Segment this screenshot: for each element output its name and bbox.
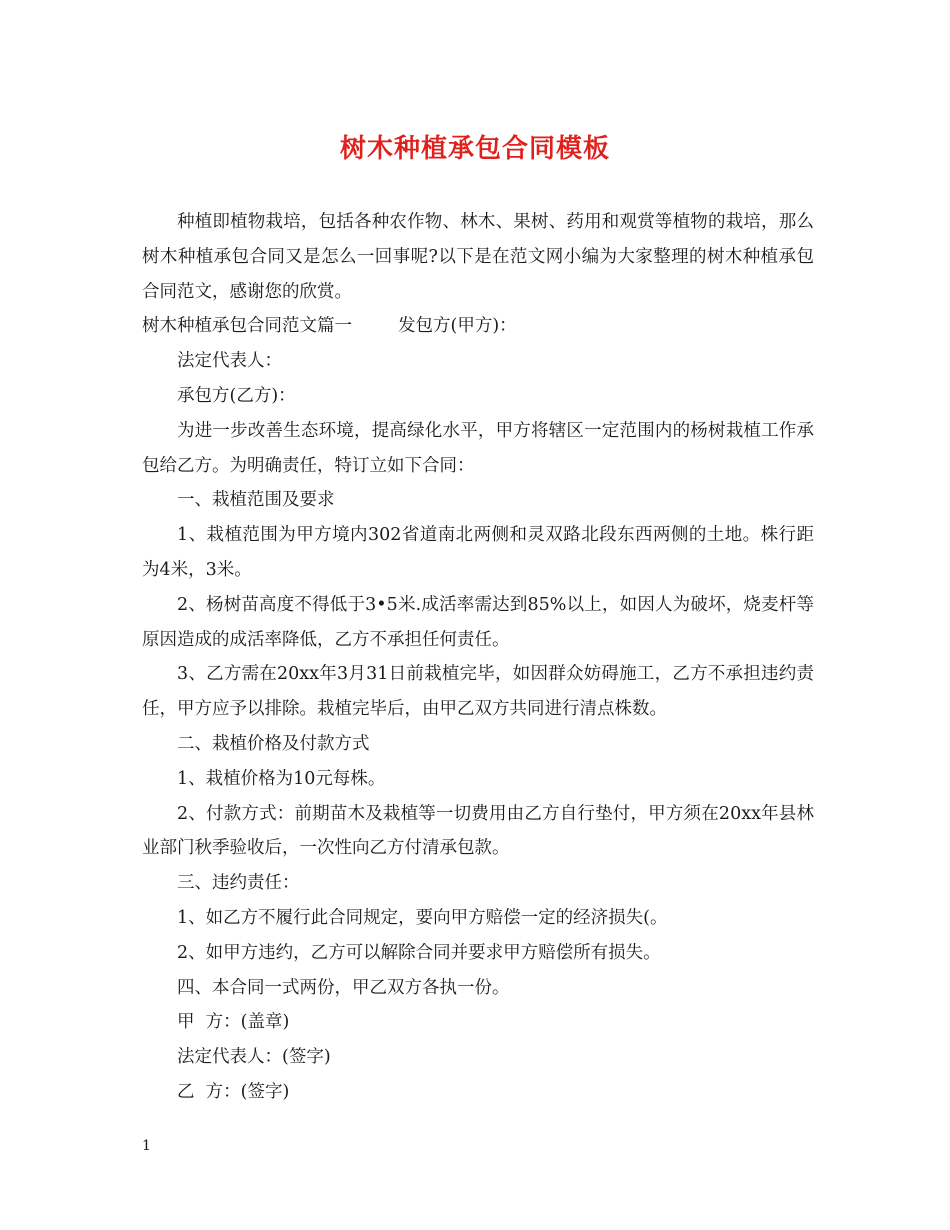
legal-rep-label: 法定代表人： (177, 351, 282, 372)
clause-1-3: 3、乙方需在20xx年3月31日前栽植完毕，如因群众妨碍施工，乙方不承担违约责任，甲方应予以排除。栽植完毕后，由甲乙双方共同进行清点株数。 (142, 664, 814, 720)
party-b-label: 承包方(乙方)： (177, 385, 296, 406)
document-body (142, 205, 814, 1110)
party-a-label: 发包方(甲方)： (398, 316, 517, 337)
document-title: 树木种植承包合同模板 (339, 134, 610, 164)
clause-3-1: 1、如乙方不履行此合同规定，要向甲方赔偿一定的经济损失(。 (177, 907, 668, 928)
signature-party-a: 甲 方：(盖章) (177, 1012, 290, 1033)
sample-heading: 树木种植承包合同范文篇一 (142, 316, 352, 337)
purpose-paragraph: 为进一步改善生态环境，提高绿化水平，甲方将辖区一定范围内的杨树栽植工作承包给乙方。为明确责任，特订立如下合同： (142, 420, 814, 476)
signature-legal-rep: 法定代表人：(签字) (177, 1047, 331, 1068)
clause-heading-3: 三、违约责任： (177, 873, 300, 894)
clause-heading-2: 二、栽植价格及付款方式 (177, 733, 370, 754)
clause-1-1: 1、栽植范围为甲方境内302省道南北两侧和灵双路北段东西两侧的土地。株行距为4米，3米。 (142, 525, 814, 580)
clause-2-1: 1、栽植价格为10元每株。 (177, 768, 386, 789)
section-heading-line (142, 309, 814, 344)
intro-paragraph: 种植即植物栽培，包括各种农作物、林木、果树、药用和观赏等植物的栽培，那么树木种植承包合同又是怎么一回事呢?以下是在范文网小编为大家整理的树木种植承包合同范文，感谢您的欣赏。 (142, 212, 814, 302)
clause-3-2: 2、如甲方违约，乙方可以解除合同并要求甲方赔偿所有损失。 (177, 942, 661, 963)
signature-party-b: 乙 方：(签字) (177, 1081, 290, 1102)
clause-2-2: 2、付款方式：前期苗木及栽植等一切费用由乙方自行垫付，甲方须在20xx年县林业部门秋季验收后，一次性向乙方付清承包款。 (142, 803, 814, 859)
clause-heading-1: 一、栽植范围及要求 (177, 490, 335, 511)
page-number: 1 (142, 1138, 151, 1154)
clause-4: 四、本合同一式两份，甲乙双方各执一份。 (177, 977, 510, 998)
clause-1-2: 2、杨树苗高度不得低于3•5米.成活率需达到85%以上，如因人为破坏，烧麦杆等原因造成的成活率降低，乙方不承担任何责任。 (142, 594, 814, 650)
